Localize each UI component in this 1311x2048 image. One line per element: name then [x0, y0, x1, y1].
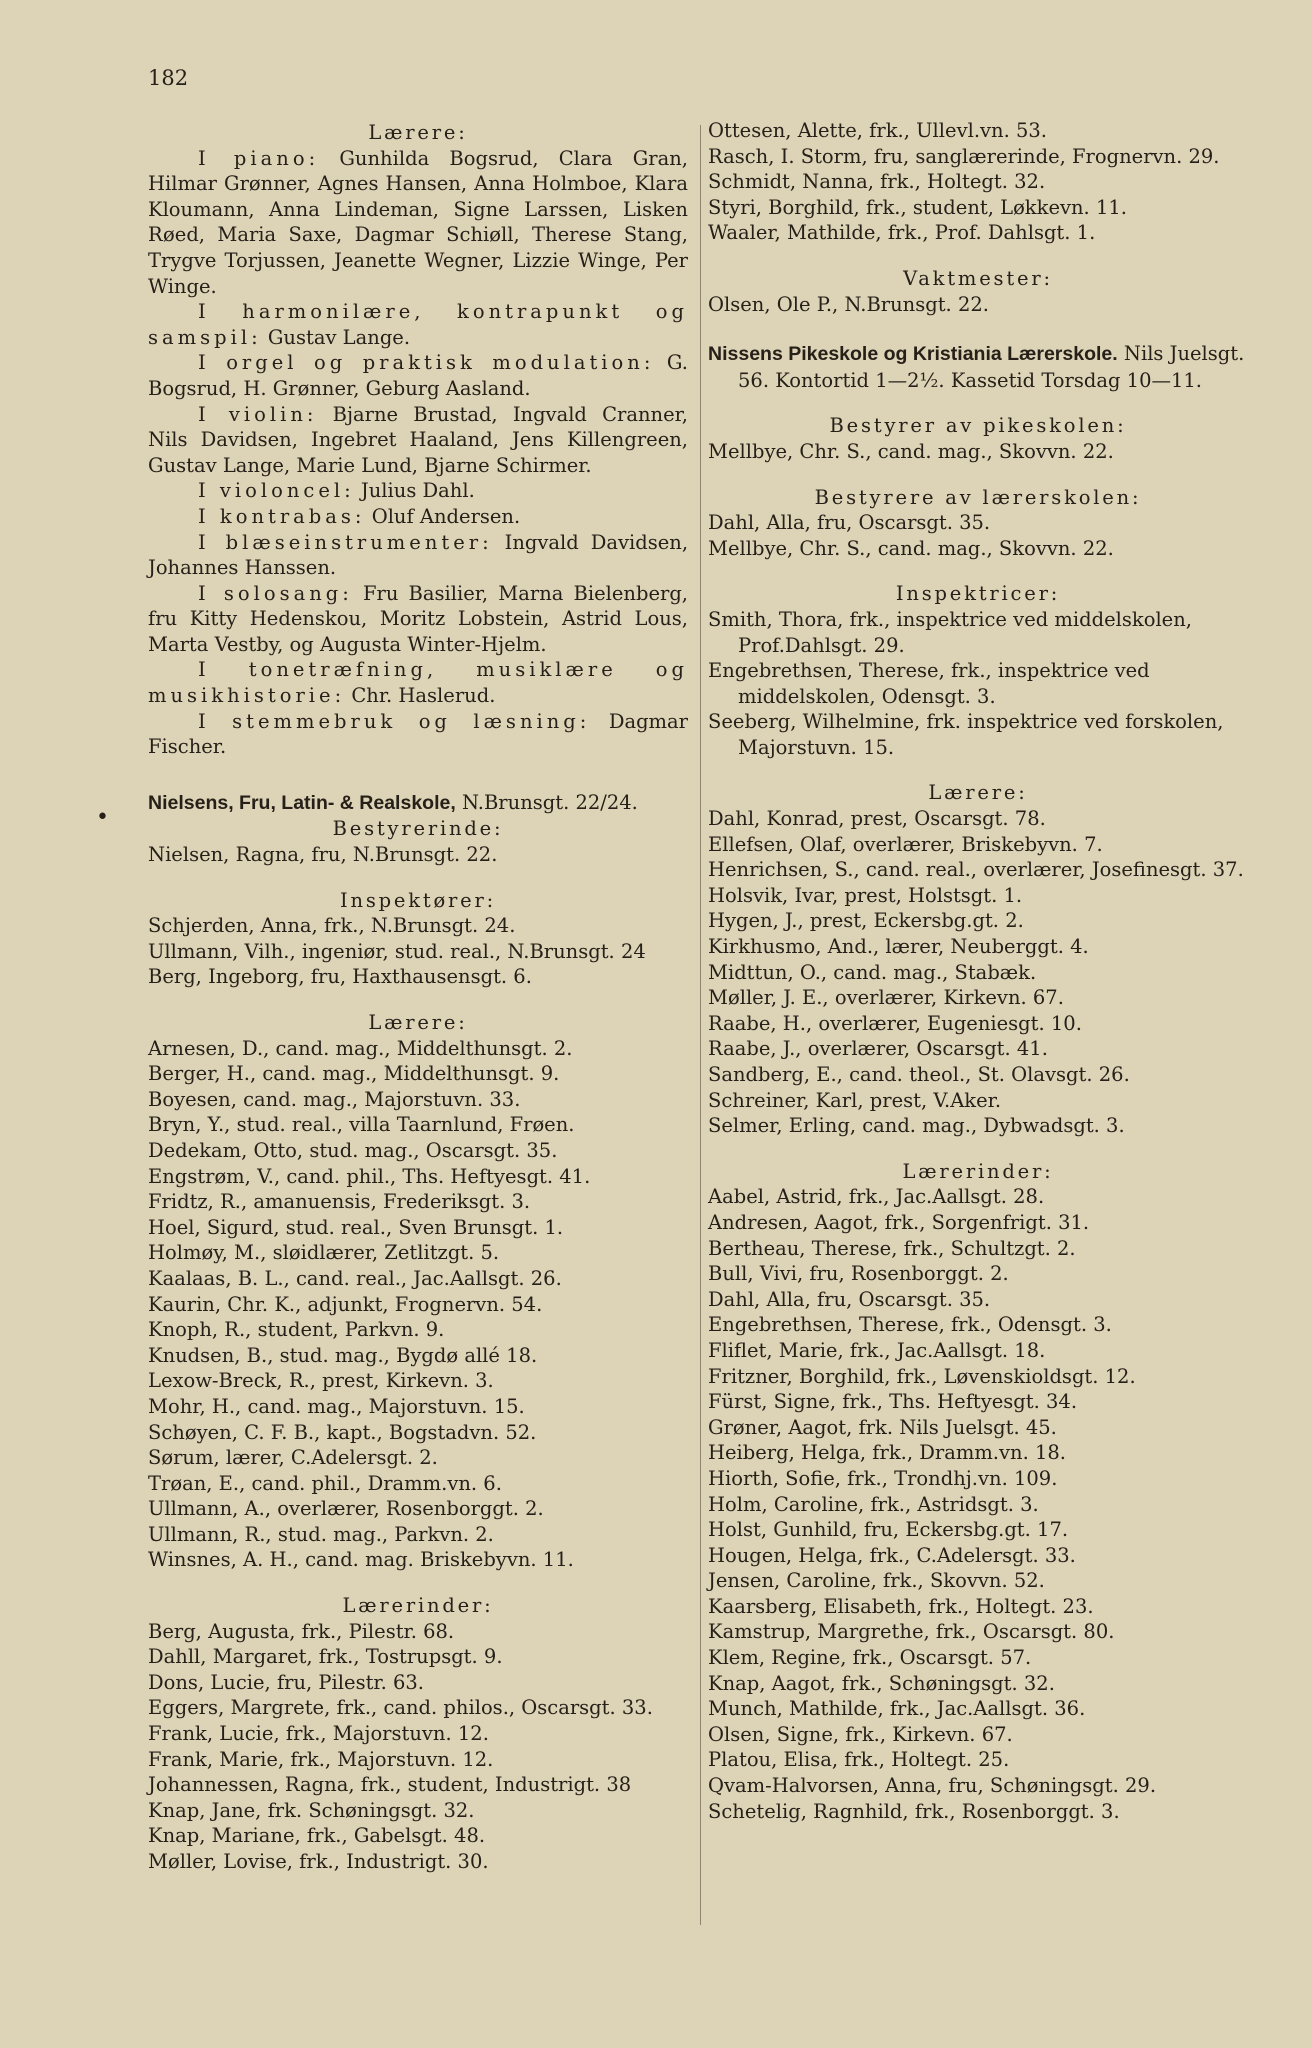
paragraph-text: Oluf Andersen. — [371, 504, 521, 528]
directory-entry: Berger, H., cand. mag., Middelthunsgt. 9. — [148, 1062, 560, 1086]
directory-entry: Holm, Caroline, frk., Astridsgt. 3. — [708, 1492, 1039, 1516]
directory-entry: Munch, Mathilde, frk., Jac.Aallsgt. 36. — [708, 1697, 1086, 1721]
paragraph-label: I blæseinstrumenter: — [198, 530, 493, 554]
directory-entry: Dahl, Konrad, prest, Oscarsgt. 78. — [708, 807, 1046, 831]
directory-entry: Jensen, Caroline, frk., Skovvn. 52. — [708, 1569, 1045, 1593]
directory-entry: Schreiner, Karl, prest, V.Aker. — [708, 1088, 1002, 1112]
directory-entry: Knap, Aagot, frk., Schøningsgt. 32. — [708, 1671, 1055, 1695]
section-heading: Inspektricer: — [895, 582, 1061, 606]
directory-entry: Mellbye, Chr. S., cand. mag., Skovvn. 22. — [708, 536, 1114, 560]
directory-entry: Klem, Regine, frk., Oscarsgt. 57. — [708, 1646, 1032, 1670]
paragraph — [148, 402, 688, 479]
directory-entry: Heiberg, Helga, frk., Dramm.vn. 18. — [708, 1441, 1066, 1465]
section-heading: Inspektører: — [339, 888, 497, 912]
directory-entry: Holst, Gunhild, fru, Eckersbg.gt. 17. — [708, 1518, 1069, 1542]
directory-entry: Arnesen, D., cand. mag., Middelthunsgt. 2. — [148, 1036, 573, 1060]
directory-entry: Hougen, Helga, frk., C.Adelersgt. 33. — [708, 1543, 1076, 1567]
school-address: Nils Juelsgt. 56. Kontortid 1—2½. Kassetid Torsdag 10—11. — [738, 342, 1245, 392]
column-divider — [700, 125, 701, 1925]
directory-entry: Schjerden, Anna, frk., N.Brunsgt. 24. — [148, 914, 516, 938]
section-heading: Lærere: — [368, 121, 468, 144]
directory-entry: Trøan, E., cand. phil., Dramm.vn. 6. — [148, 1471, 502, 1495]
directory-entry: Engebrethsen, Therese, frk., Odensgt. 3. — [708, 1313, 1112, 1337]
directory-entry: Hiorth, Sofie, frk., Trondhj.vn. 109. — [708, 1466, 1058, 1490]
directory-entry: Henrichsen, S., cand. real., overlærer, Josefinesgt. 37. — [708, 858, 1244, 882]
directory-entry: Berg, Augusta, frk., Pilestr. 68. — [148, 1619, 455, 1643]
paragraph-label: I solosang: — [198, 581, 353, 605]
paragraph — [148, 146, 688, 300]
school-name: Nielsens, Fru, Latin- & Realskole, — [148, 791, 456, 814]
paragraph-label: I violin: — [198, 402, 318, 426]
directory-entry: Sørum, lærer, C.Adelersgt. 2. — [148, 1446, 438, 1470]
directory-entry: Hoel, Sigurd, stud. real., Sven Brunsgt. 1. — [148, 1215, 564, 1239]
directory-entry: Fridtz, R., amanuensis, Frederiksgt. 3. — [148, 1190, 531, 1214]
paragraph-text: Bjarne Brustad, Ingvald Cranner, Nils Davidsen, Ingebret Haaland, Jens Killengreen, Gustav Lange, Marie Lund, Bjarne Schirmer. — [148, 402, 689, 477]
directory-entry: Schmidt, Nanna, frk., Holtegt. 32. — [708, 170, 1046, 194]
directory-entry: Kaalaas, B. L., cand. real., Jac.Aallsgt. 26. — [148, 1266, 562, 1290]
directory-entry: Sandberg, E., cand. theol., St. Olavsgt. 26. — [708, 1063, 1130, 1086]
section-heading: Bestyrerinde: — [332, 817, 504, 841]
directory-entry: Berg, Ingeborg, fru, Haxthausensgt. 6. — [148, 965, 532, 989]
entry-list — [148, 1619, 688, 1875]
paragraph-label: I violoncel: — [198, 479, 355, 503]
directory-entry: Fritzner, Borghild, frk., Løvenskioldsgt. 12. — [708, 1364, 1136, 1388]
entry-list — [708, 292, 1248, 318]
directory-entry: Knap, Mariane, frk., Gabelsgt. 48. — [148, 1824, 486, 1848]
directory-entry: Olsen, Signe, frk., Kirkevn. 67. — [708, 1722, 1013, 1746]
left-column — [148, 120, 688, 1875]
directory-entry: Bryn, Y., stud. real., villa Taarnlund, Frøen. — [148, 1113, 575, 1137]
paragraph-label: I kontrabas: — [198, 504, 366, 528]
entry-list — [708, 510, 1248, 561]
directory-entry: Rasch, I. Storm, fru, sanglærerinde, Frognervn. 29. — [708, 144, 1220, 168]
school-entry — [148, 790, 688, 817]
paragraph-label: I tonetræfning, musiklære og musikhistorie: — [148, 658, 688, 708]
directory-entry: Grøner, Aagot, frk. Nils Juelsgt. 45. — [708, 1415, 1057, 1439]
directory-entry: Knap, Jane, frk. Schøningsgt. 32. — [148, 1798, 475, 1822]
paragraph — [148, 657, 688, 708]
directory-entry: Nielsen, Ragna, fru, N.Brunsgt. 22. — [148, 843, 498, 867]
directory-entry: Møller, Lovise, frk., Industrigt. 30. — [148, 1850, 489, 1873]
directory-entry: Kaurin, Chr. K., adjunkt, Frognervn. 54. — [148, 1292, 543, 1316]
directory-entry: Eggers, Margrete, frk., cand. philos., Oscarsgt. 33. — [148, 1696, 653, 1720]
section-heading: Bestyrere av lærerskolen: — [814, 485, 1142, 509]
directory-entry: Knoph, R., student, Parkvn. 9. — [148, 1318, 445, 1342]
directory-entry: Boyesen, cand. mag., Majorstuvn. 33. — [148, 1087, 521, 1111]
directory-entry: Dahll, Margaret, frk., Tostrupsgt. 9. — [148, 1645, 503, 1669]
directory-entry: Schøyen, C. F. B., kapt., Bogstadvn. 52. — [148, 1420, 537, 1444]
directory-entry: Kamstrup, Margrethe, frk., Oscarsgt. 80. — [708, 1620, 1115, 1644]
school-entry — [708, 341, 1248, 393]
school-address: N.Brunsgt. 22/24. — [461, 790, 638, 814]
paragraph-label: I stemmebruk og læsning: — [198, 709, 591, 733]
paragraph-text: Ingvald Davidsen, Johannes Hanssen. — [148, 530, 689, 580]
directory-entry: Fliflet, Marie, frk., Jac.Aallsgt. 18. — [708, 1338, 1046, 1362]
paragraph-text: Gustav Lange. — [267, 325, 411, 349]
paragraph-label: I piano: — [198, 146, 320, 170]
directory-entry: Frank, Marie, frk., Majorstuvn. 12. — [148, 1747, 494, 1771]
paragraph-label: I harmonilære, kontrapunkt og samspil: — [148, 300, 688, 349]
paragraph-text: Dagmar Fischer. — [148, 709, 688, 759]
directory-entry: Kaarsberg, Elisabeth, frk., Holtegt. 23. — [708, 1594, 1094, 1618]
directory-entry: Andresen, Aagot, frk., Sorgenfrigt. 31. — [708, 1210, 1090, 1234]
paragraph-text: Chr. Haslerud. — [351, 684, 496, 708]
directory-entry: Olsen, Ole P., N.Brunsgt. 22. — [708, 292, 989, 316]
directory-entry: Aabel, Astrid, frk., Jac.Aallsgt. 28. — [708, 1185, 1045, 1209]
directory-entry: Ullmann, Vilh., ingeniør, stud. real., N.Brunsgt. 24 — [148, 939, 646, 963]
directory-entry: Ottesen, Alette, frk., Ullevl.vn. 53. — [708, 119, 1048, 142]
directory-entry: Qvam-Halvorsen, Anna, fru, Schøningsgt. 29. — [708, 1774, 1157, 1798]
paragraph — [148, 478, 688, 504]
page-number: 182 — [148, 66, 189, 90]
paragraph — [148, 530, 688, 581]
directory-entry: Ullmann, R., stud. mag., Parkvn. 2. — [148, 1522, 494, 1546]
directory-entry: Hygen, J., prest, Eckersbg.gt. 2. — [708, 909, 1024, 933]
paragraph — [148, 350, 688, 401]
directory-entry: Dedekam, Otto, stud. mag., Oscarsgt. 35. — [148, 1138, 558, 1162]
directory-entry: Winsnes, A. H., cand. mag. Briskebyvn. 11. — [148, 1548, 574, 1572]
margin-mark: • — [96, 805, 109, 830]
right-column — [708, 118, 1248, 1824]
directory-entry: Seeberg, Wilhelmine, frk. inspektrice ved forskolen, Majorstuvn. 15. — [708, 710, 1224, 759]
directory-entry: Smith, Thora, frk., inspektrice ved middelskolen, Prof.Dahlsgt. 29. — [708, 607, 1192, 657]
directory-entry: Johannessen, Ragna, frk., student, Industrigt. 38 — [148, 1773, 632, 1797]
directory-entry: Fürst, Signe, frk., Ths. Heftyesgt. 34. — [708, 1390, 1078, 1414]
directory-entry: Dahl, Alla, fru, Oscarsgt. 35. — [708, 511, 991, 535]
directory-entry: Frank, Lucie, frk., Majorstuvn. 12. — [148, 1722, 489, 1746]
entry-list — [148, 913, 688, 990]
directory-entry: Platou, Elisa, frk., Holtegt. 25. — [708, 1748, 1010, 1772]
directory-entry: Holmøy, M., sløidlærer, Zetlitzgt. 5. — [148, 1241, 500, 1265]
directory-entry: Knudsen, B., stud. mag., Bygdø allé 18. — [148, 1343, 538, 1367]
entry-list — [148, 842, 688, 868]
paragraph — [148, 581, 688, 658]
paragraph-text: G. Bogsrud, H. Grønner, Geburg Aasland. — [148, 351, 689, 400]
directory-entry: Engebrethsen, Therese, frk., inspektrice ved middelskolen, Odensgt. 3. — [708, 659, 1150, 708]
paragraph — [148, 709, 688, 760]
section-heading: Lærerinder: — [342, 1594, 494, 1618]
entry-list — [148, 1036, 688, 1573]
directory-entry: Møller, J. E., overlærer, Kirkevn. 67. — [708, 986, 1064, 1010]
section-heading: Lærere: — [368, 1011, 468, 1034]
paragraph-text: Julius Dahl. — [360, 479, 475, 503]
directory-entry: Mellbye, Chr. S., cand. mag., Skovvn. 22. — [708, 439, 1114, 463]
paragraph-label: I orgel og praktisk modulation: — [198, 351, 655, 375]
section-heading: Lærere: — [928, 781, 1028, 805]
directory-entry: Selmer, Erling, cand. mag., Dybwadsgt. 3. — [708, 1114, 1125, 1138]
directory-entry: Midttun, O., cand. mag., Stabæk. — [708, 960, 1037, 984]
directory-entry: Dons, Lucie, fru, Pilestr. 63. — [148, 1670, 424, 1694]
directory-entry: Lexow-Breck, R., prest, Kirkevn. 3. — [148, 1369, 494, 1393]
directory-entry: Schetelig, Ragnhild, frk., Rosenborggt. 3. — [708, 1799, 1120, 1823]
entry-list — [708, 439, 1248, 465]
directory-entry: Waaler, Mathilde, frk., Prof. Dahlsgt. 1. — [708, 221, 1096, 245]
entry-list — [708, 118, 1248, 246]
directory-entry: Bertheau, Therese, frk., Schultzgt. 2. — [708, 1236, 1076, 1260]
section-heading: Vaktmester: — [903, 266, 1053, 290]
directory-entry: Raabe, H., overlærer, Eugeniesgt. 10. — [708, 1011, 1082, 1035]
directory-entry: Dahl, Alla, fru, Oscarsgt. 35. — [708, 1287, 991, 1311]
directory-entry: Raabe, J., overlærer, Oscarsgt. 41. — [708, 1037, 1048, 1061]
entry-list — [708, 1184, 1248, 1824]
paragraph — [148, 299, 688, 350]
paragraph-text: Gunhilda Bogsrud, Clara Gran, Hilmar Grønner, Agnes Hansen, Anna Holmboe, Klara Kloumann, Anna Lindeman, Signe Larssen, Lisken Røed, Maria Saxe, Dagmar Schiøll, Therese Stang, Trygve Torjussen, Jeanette Wegner, Lizzie Winge, Per Winge. — [148, 146, 688, 298]
directory-entry: Mohr, H., cand. mag., Majorstuvn. 15. — [148, 1394, 525, 1418]
paragraph-text: Fru Basilier, Marna Bielenberg, fru Kitty Hedenskou, Moritz Lobstein, Astrid Lous, Marta Vestby, og Augusta Winter-Hjelm. — [148, 581, 688, 656]
directory-entry: Ullmann, A., overlærer, Rosenborggt. 2. — [148, 1497, 544, 1521]
section-heading: Bestyrer av pikeskolen: — [829, 414, 1127, 438]
directory-entry: Holsvik, Ivar, prest, Holstsgt. 1. — [708, 883, 1023, 907]
section-heading: Lærerinder: — [902, 1159, 1054, 1183]
directory-entry: Bull, Vivi, fru, Rosenborggt. 2. — [708, 1262, 1009, 1286]
school-name: Nissens Pikeskole og Kristiania Lærerskole. — [708, 343, 1118, 366]
directory-entry: Ellefsen, Olaf, overlærer, Briskebyvn. 7. — [708, 832, 1103, 856]
directory-entry: Styri, Borghild, frk., student, Løkkevn. 11. — [708, 195, 1127, 219]
paragraph — [148, 504, 688, 530]
entry-list — [708, 607, 1248, 761]
directory-entry: Engstrøm, V., cand. phil., Ths. Heftyesgt. 41. — [148, 1164, 591, 1188]
entry-list — [708, 806, 1248, 1139]
directory-entry: Kirkhusmo, And., lærer, Neuberggt. 4. — [708, 935, 1089, 959]
